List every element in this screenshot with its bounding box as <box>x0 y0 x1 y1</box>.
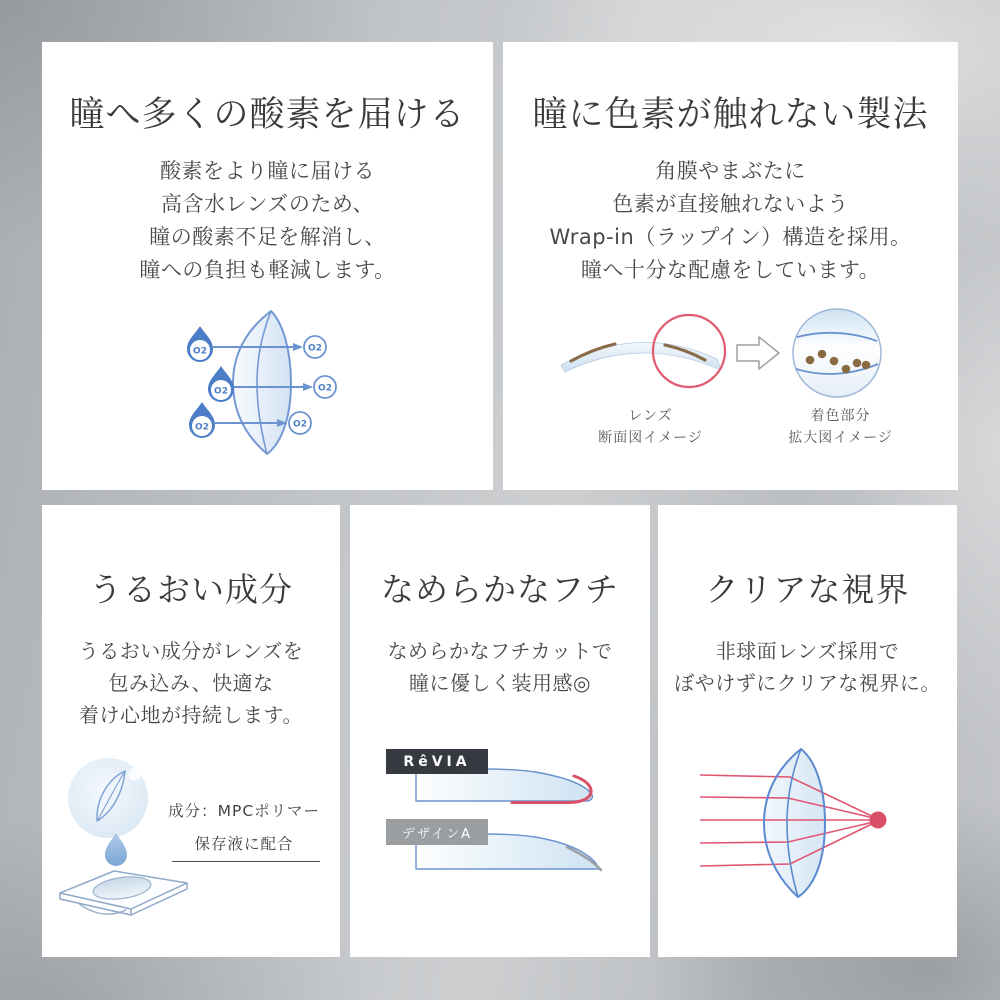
body-line: 酸素をより瞳に届ける <box>160 159 375 183</box>
focal-point-dot <box>869 812 886 829</box>
card-oxygen-body <box>42 155 493 287</box>
body-line: 色素が直接触れないよう <box>612 192 849 216</box>
o2-label: O2 <box>194 422 209 433</box>
oxygen-diagram <box>42 295 493 470</box>
moisture-diagram <box>46 751 336 951</box>
card-pigment-body <box>503 155 958 287</box>
o2-droplet-icon <box>189 402 215 438</box>
lens-case-icon <box>60 871 187 915</box>
body-line: 瞳に優しく装用感◎ <box>409 671 591 695</box>
note-line: 保存液に配合 <box>194 835 294 853</box>
o2-circle-icon <box>304 336 326 358</box>
card-clear-title: クリアな視界 <box>705 570 910 609</box>
card-moisture-title: うるおい成分 <box>89 570 293 609</box>
moisture-bubble-icon <box>68 758 148 838</box>
o2-label: O2 <box>317 383 332 394</box>
card-edge-body <box>350 635 650 699</box>
body-line: 角膜やまぶたに <box>655 159 806 183</box>
card-pigment <box>503 42 958 490</box>
caption-line: レンズ <box>628 408 673 424</box>
body-line: ぼやけずにクリアな視界に。 <box>674 671 941 695</box>
card-moisture <box>42 505 340 957</box>
lens-cross-section-icon <box>561 342 721 372</box>
card-clear <box>658 505 957 957</box>
edge-comparison-diagram <box>370 740 630 900</box>
note-underline <box>172 861 320 862</box>
body-line: 包み込み、快適な <box>108 671 274 695</box>
card-oxygen <box>42 42 493 490</box>
body-line: 非球面レンズ採用で <box>715 639 900 663</box>
body-line: 瞳への負担も軽減します。 <box>139 258 396 282</box>
card-oxygen-title: 瞳へ多くの酸素を届ける <box>69 95 466 135</box>
card-edge-title: なめらかなフチ <box>381 570 619 609</box>
edge-profile-revia <box>416 769 592 803</box>
card-clear-body <box>658 635 957 699</box>
pigment-captions <box>531 405 931 449</box>
design-a-label: デザインA <box>386 819 488 845</box>
note-line: 成分：MPCポリマー <box>168 802 320 820</box>
body-line: 瞳へ十分な配慮をしています。 <box>580 258 881 282</box>
card-pigment-title: 瞳に色素が触れない製法 <box>532 95 929 135</box>
block-arrow-icon <box>737 337 779 369</box>
magnified-lens-icon <box>793 309 881 397</box>
body-line: 着け心地が持続します。 <box>79 703 303 727</box>
revia-label: RêVIA <box>386 749 488 774</box>
lens-side-icon <box>233 311 291 454</box>
o2-label: O2 <box>192 346 207 357</box>
card-moisture-body <box>42 635 340 731</box>
moisture-note <box>158 795 330 861</box>
body-line: 瞳の酸素不足を解消し、 <box>149 225 386 249</box>
caption-colored-part <box>751 405 931 449</box>
pigment-diagram <box>503 303 958 403</box>
body-line: 高含水レンズのため、 <box>160 192 374 216</box>
o2-label: O2 <box>307 343 322 354</box>
o2-circle-icon <box>314 376 336 398</box>
body-line: Wrap-in（ラップイン）構造を採用。 <box>549 225 912 249</box>
card-edge <box>350 505 650 957</box>
caption-line: 拡大図イメージ <box>788 430 893 446</box>
o2-label: O2 <box>213 386 228 397</box>
o2-droplet-icon <box>187 326 213 362</box>
caption-line: 断面図イメージ <box>598 430 703 446</box>
clear-vision-diagram <box>658 735 957 925</box>
lens-focus-illustration <box>688 735 928 925</box>
body-line: なめらかなフチカットで <box>387 639 613 663</box>
oxygen-flow-illustration <box>143 295 393 470</box>
body-line: うるおい成分がレンズを <box>78 639 304 663</box>
o2-circle-icon <box>289 412 311 434</box>
caption-line: 着色部分 <box>810 408 871 424</box>
wrap-in-illustration <box>531 303 931 403</box>
o2-droplet-icon <box>208 366 234 402</box>
o2-label: O2 <box>292 419 307 430</box>
caption-cross-section <box>561 405 741 449</box>
